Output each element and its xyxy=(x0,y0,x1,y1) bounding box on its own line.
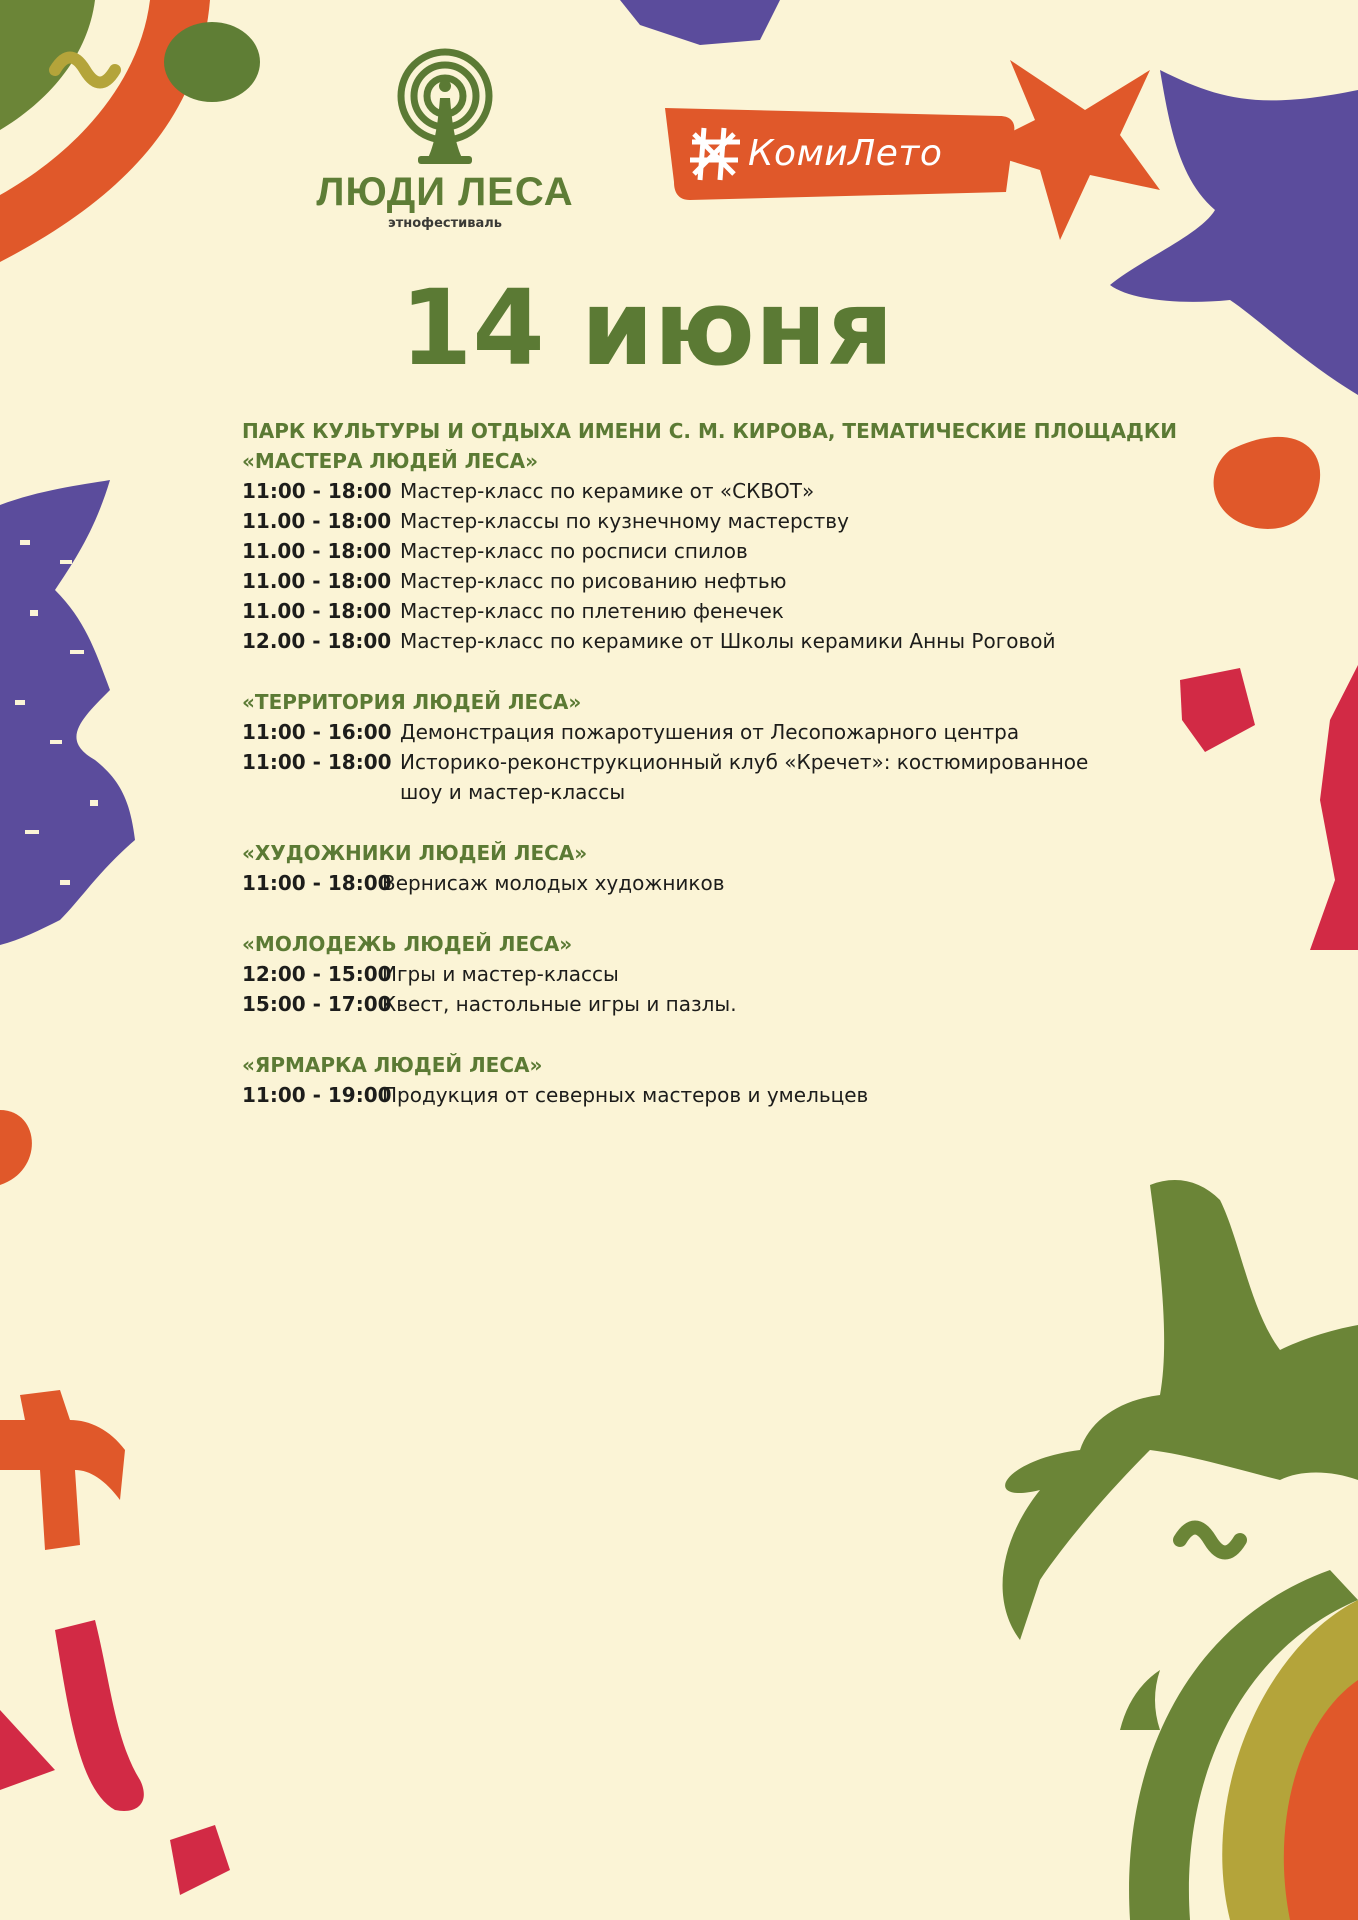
event-description: Мастер-класс по керамике от Школы керамики Анны Роговой xyxy=(400,629,1056,653)
komi-leto-badge xyxy=(660,104,1020,204)
event-description xyxy=(400,747,1122,807)
program-section xyxy=(242,687,1122,807)
section-title: «МАСТЕРА ЛЮДЕЙ ЛЕСА» xyxy=(242,449,538,473)
event-description-line: шоу и мастер-классы xyxy=(400,780,626,804)
date-heading: 14 июня xyxy=(400,267,894,389)
venue-title: ПАРК КУЛЬТУРЫ И ОТДЫХА ИМЕНИ С. М. КИРОВА, ТЕМАТИЧЕСКИЕ ПЛОЩАДКИ xyxy=(242,419,1177,443)
event-description: Мастер-класс по плетению фенечек xyxy=(400,599,784,623)
program-section xyxy=(242,446,1122,656)
event-description: Мастер-класс по росписи спилов xyxy=(400,539,748,563)
tree-spiral-logo-icon xyxy=(390,48,500,168)
section-title: «ЯРМАРКА ЛЮДЕЙ ЛЕСА» xyxy=(242,1053,543,1077)
event-row xyxy=(242,1080,1122,1110)
event-row xyxy=(242,506,1122,536)
program xyxy=(242,416,1177,1110)
festival-logo-subtitle: этнофестиваль xyxy=(388,216,502,231)
event-time: 11.00 - 18:00 xyxy=(242,539,392,563)
festival-logo-title: ЛЮДИ ЛЕСА xyxy=(316,170,574,214)
event-description: Мастер-класс по керамике от «СКВОТ» xyxy=(400,479,815,503)
event-row xyxy=(242,596,1122,626)
event-row xyxy=(242,868,1122,898)
event-time: 11:00 - 18:00 xyxy=(242,750,392,774)
event-description: Демонстрация пожаротушения от Лесопожарного центра xyxy=(400,720,1020,744)
event-time: 11:00 - 18:00 xyxy=(242,871,392,895)
event-row xyxy=(242,989,1122,1019)
event-row xyxy=(242,747,1122,807)
festival-logo xyxy=(310,48,580,232)
event-time: 11.00 - 18:00 xyxy=(242,569,392,593)
event-row xyxy=(242,566,1122,596)
event-description: Продукция от северных мастеров и умельцев xyxy=(382,1083,869,1107)
program-section xyxy=(242,929,1122,1019)
event-time: 15:00 - 17:00 xyxy=(242,992,392,1016)
event-description: Игры и мастер-классы xyxy=(382,962,619,986)
event-description-line: Историко-реконструкционный клуб «Кречет»: костюмированное xyxy=(400,750,1089,774)
komi-leto-badge-text: КомиЛето xyxy=(748,133,943,174)
event-row xyxy=(242,476,1122,506)
event-time: 11.00 - 18:00 xyxy=(242,509,392,533)
event-row xyxy=(242,959,1122,989)
event-description: Вернисаж молодых художников xyxy=(382,871,725,895)
event-row xyxy=(242,626,1122,656)
section-title: «ТЕРРИТОРИЯ ЛЮДЕЙ ЛЕСА» xyxy=(242,690,582,714)
event-row xyxy=(242,717,1122,747)
event-time: 11:00 - 19:00 xyxy=(242,1083,392,1107)
section-title: «ХУДОЖНИКИ ЛЮДЕЙ ЛЕСА» xyxy=(242,841,588,865)
event-time: 11.00 - 18:00 xyxy=(242,599,392,623)
event-time: 12:00 - 15:00 xyxy=(242,962,392,986)
event-row xyxy=(242,536,1122,566)
event-description: Мастер-класс по рисованию нефтью xyxy=(400,569,787,593)
program-section xyxy=(242,838,1122,898)
event-description: Мастер-классы по кузнечному мастерству xyxy=(400,509,849,533)
event-time: 12.00 - 18:00 xyxy=(242,629,392,653)
event-time: 11:00 - 18:00 xyxy=(242,479,392,503)
program-section xyxy=(242,1050,1122,1110)
event-description: Квест, настольные игры и пазлы. xyxy=(382,992,737,1016)
event-time: 11:00 - 16:00 xyxy=(242,720,392,744)
section-title: «МОЛОДЕЖЬ ЛЮДЕЙ ЛЕСА» xyxy=(242,932,573,956)
